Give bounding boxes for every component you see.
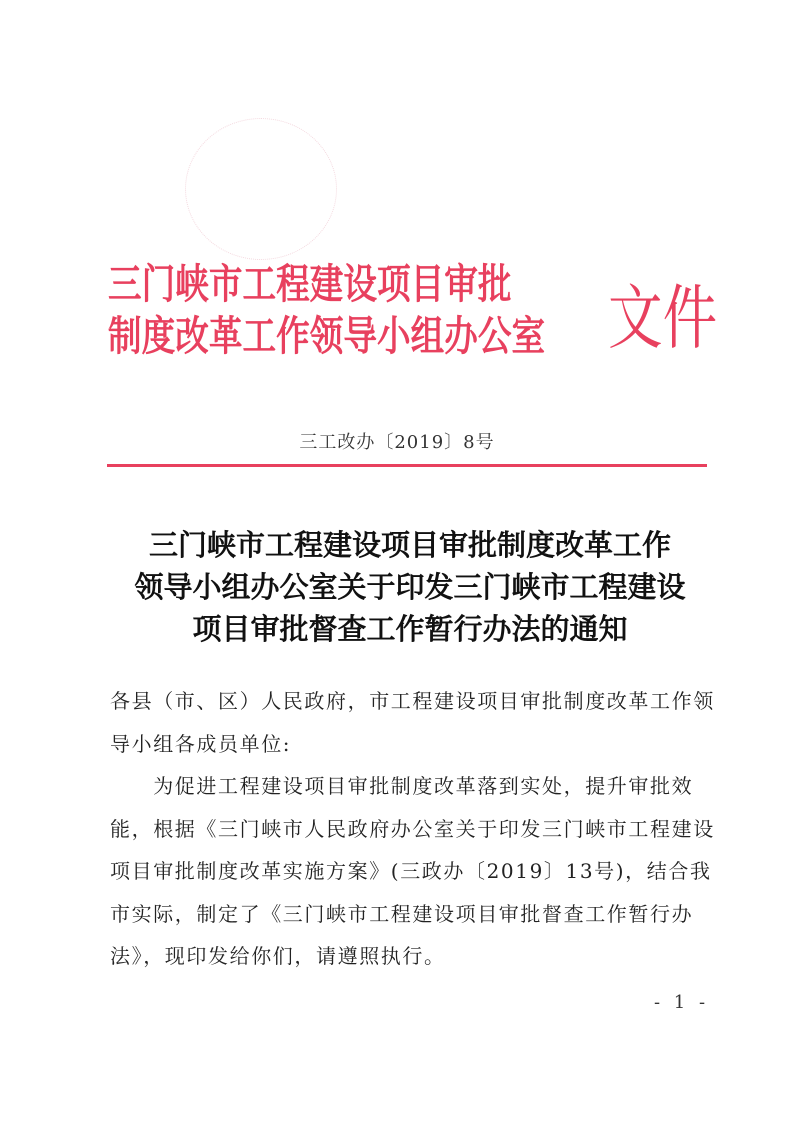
page-number: - 1 - bbox=[654, 992, 710, 1013]
header-issuer-line-2: 制度改革工作领导小组办公室 bbox=[108, 312, 546, 360]
document-number: 三工改办〔2019〕8号 bbox=[299, 432, 495, 453]
body-line: 导小组各成员单位: bbox=[110, 731, 292, 756]
body-line: 市实际，制定了《三门峡市工程建设项目审批督查工作暂行办 bbox=[110, 901, 694, 926]
red-header bbox=[108, 258, 718, 368]
title-line: 领导小组办公室关于印发三门峡市工程建设 bbox=[134, 570, 686, 604]
title-line: 三门峡市工程建设项目审批制度改革工作 bbox=[148, 528, 671, 562]
body-line: 各县（市、区）人民政府，市工程建设项目审批制度改革工作领 bbox=[110, 689, 715, 713]
body-line: 法》，现印发给你们，请遵照执行。 bbox=[110, 944, 446, 968]
body-line: 项目审批制度改革实施方案》(三政办〔2019〕13号)，结合我 bbox=[110, 859, 712, 883]
title-line: 项目审批督查工作暂行办法的通知 bbox=[192, 612, 628, 646]
red-divider-line bbox=[107, 464, 707, 467]
header-document-label: 文件 bbox=[608, 277, 718, 359]
document-body bbox=[110, 680, 715, 978]
header-issuer-line-1: 三门峡市工程建设项目审批 bbox=[108, 260, 512, 308]
document-title bbox=[100, 524, 720, 650]
faded-seal-mark bbox=[185, 118, 337, 260]
body-line: 能，根据《三门峡市人民政府办公室关于印发三门峡市工程建设 bbox=[110, 816, 715, 841]
body-line: 为促进工程建设项目审批制度改革落到实处，提升审批效 bbox=[110, 774, 694, 798]
